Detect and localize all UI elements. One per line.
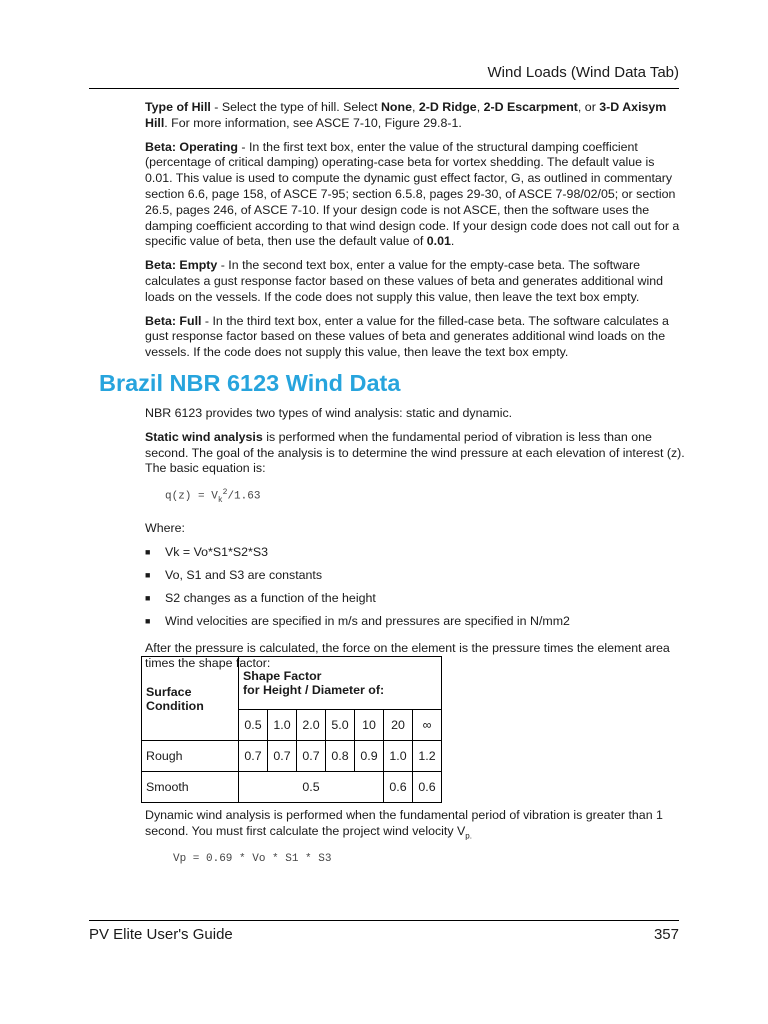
header-line: for Height / Diameter of:	[243, 683, 385, 697]
text: - In the second text box, enter a value for the empty-case beta. The software calculates a gust response factor based on these values of beta and generates additional wind loads on the vessels. If the code does not supply this value, then leave the text box empty.	[145, 258, 663, 304]
nbr-section	[145, 406, 685, 680]
value-cell: 0.6	[384, 772, 413, 803]
row-label: Smooth	[142, 772, 239, 803]
term-label: Static wind analysis	[145, 429, 263, 444]
text: - In the third text box, enter a value for the filled-case beta. The software calculates a gust response factor based on these values of beta and generates additional wind loads on the vessels. If the code does not supply this value, then leave the text box empty.	[145, 313, 669, 360]
text: , or	[577, 100, 600, 114]
row-label: Rough	[142, 741, 239, 772]
value-cell: 0.7	[268, 741, 297, 772]
equation-vp: Vp = 0.69 * Vo * S1 * S3	[173, 853, 332, 866]
list-item-text: Vk = Vo*S1*S2*S3	[165, 544, 268, 559]
list-item	[145, 591, 685, 614]
pressure-paragraph: After the pressure is calculated, the force on the element is the pressure times the element area times the shape factor:	[145, 640, 670, 671]
eq-sup: 2	[222, 488, 228, 498]
subscript: p.	[465, 831, 472, 841]
bullet-icon: ■	[145, 546, 151, 557]
list-item	[145, 614, 685, 637]
text: is performed when the fundamental period of vibration is less than one second. The goal of the analysis is to determine the wind pressure at each elevation of interest (z). The basic equation is:	[145, 429, 685, 476]
list-item	[145, 545, 685, 568]
term-label: Beta: Empty	[145, 258, 218, 273]
footer-guide-title: PV Elite User's Guide	[89, 926, 233, 943]
list-item	[145, 568, 685, 591]
beta-section	[145, 100, 685, 369]
eq-sub: k	[217, 496, 223, 506]
ratio-cell: 0.5	[239, 710, 268, 741]
beta-operating-paragraph	[145, 140, 685, 251]
bullet-icon: ■	[145, 615, 151, 626]
shape-factor-table	[141, 656, 442, 803]
list-item-text: Vo, S1 and S3 are constants	[165, 567, 323, 582]
option: 2-D Ridge	[418, 100, 477, 114]
text: ,	[411, 100, 419, 114]
running-header: Wind Loads (Wind Data Tab)	[487, 64, 679, 81]
ratio-cell: 1.0	[268, 710, 297, 741]
term-label: Beta: Full	[145, 313, 202, 328]
page-number: 357	[653, 926, 679, 943]
value-cell: 1.0	[384, 741, 413, 772]
surface-condition-header: Surface Condition	[142, 657, 239, 741]
table-row	[142, 741, 442, 772]
section-heading: Brazil NBR 6123 Wind Data	[99, 370, 401, 396]
eq-part: /1.63	[227, 490, 261, 503]
shape-factor-header	[239, 657, 442, 710]
ratio-cell: 10	[355, 710, 384, 741]
value-cell: 0.7	[297, 741, 326, 772]
table-header-row	[142, 657, 442, 710]
option: 2-D Escarpment	[483, 100, 578, 114]
bullet-icon: ■	[145, 592, 151, 603]
static-paragraph	[145, 430, 685, 477]
option: 3-D Axisym Hill	[145, 100, 667, 130]
beta-full-paragraph	[145, 314, 685, 361]
intro-paragraph: NBR 6123 provides two types of wind analysis: static and dynamic.	[145, 406, 513, 420]
default-value: 0.01	[426, 234, 451, 249]
variable-list	[145, 545, 685, 637]
term-label: Type of Hill	[145, 100, 211, 114]
value-cell: 0.6	[413, 772, 442, 803]
text: .	[450, 234, 455, 249]
header-rule	[89, 88, 679, 89]
merged-value-cell: 0.5	[239, 772, 384, 803]
list-item-text: S2 changes as a function of the height	[165, 590, 376, 605]
equation-qz	[165, 485, 685, 509]
term-label: Beta: Operating	[145, 139, 238, 154]
beta-empty-paragraph	[145, 258, 685, 305]
value-cell: 0.8	[326, 741, 355, 772]
text: ,	[476, 100, 484, 114]
type-of-hill-paragraph	[145, 100, 685, 132]
footer-rule	[89, 920, 679, 921]
header-line: Shape Factor	[243, 669, 322, 683]
list-item-text: Wind velocities are specified in m/s and pressures are specified in N/mm2	[165, 613, 570, 628]
bullet-icon: ■	[145, 569, 151, 580]
where-label: Where:	[145, 520, 185, 535]
ratio-cell: ∞	[413, 710, 442, 741]
ratio-cell: 20	[384, 710, 413, 741]
eq-part: q(z) = V	[165, 490, 218, 503]
ratio-cell: 5.0	[326, 710, 355, 741]
option: None	[380, 100, 412, 114]
text: - In the first text box, enter the value of the structural damping coefficient (percentage of critical damping) operating-case beta for vortex shedding. The default value is 0.01. This value is used to compute the dynamic gust effect factor, G, as outlined in commentary section 6.6, page 158, of ASCE 7-95; section 6.5.8, pages 29-30, of ASCE 7-98/02/05; or section 26.5, pages 246, of ASCE 7-10. If your design code is not ASCE, then the software uses the damping coefficient according to that wind design code. If your design code does not call out for a specific value of beta, then use the default value of	[145, 139, 680, 249]
ratio-cell: 2.0	[297, 710, 326, 741]
value-cell: 0.7	[239, 741, 268, 772]
text: - Select the type of hill. Select	[210, 100, 381, 114]
table-row	[142, 772, 442, 803]
dynamic-paragraph	[145, 808, 685, 844]
dynamic-section	[145, 808, 685, 868]
value-cell: 1.2	[413, 741, 442, 772]
text: Dynamic wind analysis is performed when the fundamental period of vibration is greater than 1 second. You must first calculate the project wind velocity V	[145, 808, 663, 838]
text: . For more information, see ASCE 7-10, Figure 29.8-1.	[164, 115, 462, 130]
value-cell: 0.9	[355, 741, 384, 772]
